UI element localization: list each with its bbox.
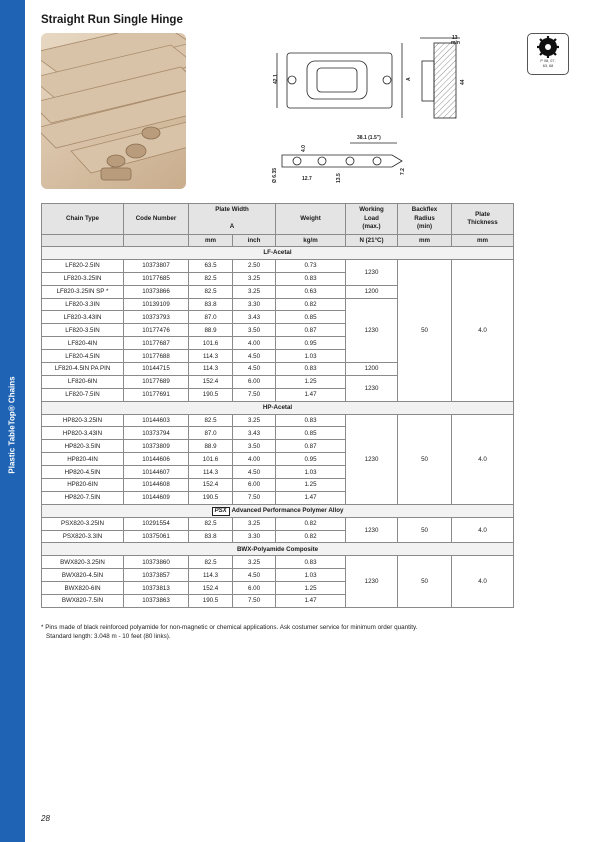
cell-width-inch: 4.50 <box>233 363 276 376</box>
cell-code-number: 10144606 <box>124 453 189 466</box>
cell-weight: 1.25 <box>276 582 346 595</box>
cell-weight: 0.83 <box>276 363 346 376</box>
col-backflex-3: (min) <box>416 223 433 231</box>
cell-width-inch: 4.50 <box>233 569 276 582</box>
dim-44: 44 <box>460 79 466 85</box>
cell-width-inch: 3.30 <box>233 530 276 543</box>
cell-code-number: 10144608 <box>124 479 189 492</box>
group-header <box>42 247 514 260</box>
cell-chain-type: LF820-4.5IN <box>42 350 124 363</box>
cell-weight: 0.82 <box>276 530 346 543</box>
cell-chain-type: LF820-4.5IN PA PIN <box>42 363 124 376</box>
cell-width-mm: 82.5 <box>189 556 233 569</box>
dim-pitch: 38.1 (1.5") <box>357 135 381 141</box>
cell-weight: 1.25 <box>276 375 346 388</box>
group-name: LF-Acetal <box>263 249 292 257</box>
cell-weight: 1.25 <box>276 479 346 492</box>
dim-min-unit: min <box>451 40 460 46</box>
cell-code-number: 10144715 <box>124 363 189 376</box>
cell-code-number: 10373863 <box>124 595 189 608</box>
cell-code-number: 10177688 <box>124 350 189 363</box>
cell-backflex-radius: 50 <box>398 517 452 543</box>
spec-table <box>41 203 514 608</box>
col-thickness-1: Plate <box>475 210 490 218</box>
cell-width-mm: 152.4 <box>189 375 233 388</box>
cell-weight: 0.85 <box>276 311 346 324</box>
cell-width-mm: 152.4 <box>189 582 233 595</box>
cell-width-mm: 152.4 <box>189 479 233 492</box>
cell-width-inch: 3.25 <box>233 517 276 530</box>
col-weight: Weight <box>276 204 346 235</box>
cell-code-number: 10373809 <box>124 440 189 453</box>
cell-plate-thickness: 4.0 <box>452 517 514 543</box>
dim-height: 42.1 <box>273 74 279 84</box>
dim-7-2: 7.2 <box>400 168 406 175</box>
group-name: Advanced Performance Polymer Alloy <box>231 507 344 515</box>
col-backflex-1: Backflex <box>411 206 438 214</box>
col-chain-type: Chain Type <box>42 204 124 235</box>
cell-width-inch: 2.50 <box>233 259 276 272</box>
col-working-load <box>346 204 398 235</box>
cell-width-inch: 6.00 <box>233 582 276 595</box>
col-code-number: Code Number <box>124 204 189 235</box>
cell-weight: 0.83 <box>276 556 346 569</box>
cell-width-inch: 3.43 <box>233 311 276 324</box>
cell-working-load: 1200 <box>346 363 398 376</box>
cell-width-mm: 190.5 <box>189 491 233 504</box>
cell-width-mm: 82.5 <box>189 517 233 530</box>
cell-chain-type: HP820-3.5IN <box>42 440 124 453</box>
unit-thickness: mm <box>452 235 514 247</box>
cell-code-number: 10373807 <box>124 259 189 272</box>
col-working-load-3: (max.) <box>362 223 381 231</box>
badge-line-2: 63, 68 <box>542 64 554 68</box>
cell-width-mm: 87.0 <box>189 311 233 324</box>
cell-code-number: 10373813 <box>124 582 189 595</box>
footnote-pins: * Pins made of black reinforced polyamide for non-magnetic or chemical applications. Ask costumer service for minimum order quantity. <box>41 624 418 631</box>
cell-chain-type: BWX820-7.5IN <box>42 595 124 608</box>
cell-weight: 0.83 <box>276 414 346 427</box>
cell-width-mm: 82.5 <box>189 285 233 298</box>
cell-width-mm: 82.5 <box>189 272 233 285</box>
cell-weight: 0.63 <box>276 285 346 298</box>
cell-chain-type: HP820-3.43IN <box>42 427 124 440</box>
cell-chain-type: PSX820-3.3IN <box>42 530 124 543</box>
cell-code-number: 10177691 <box>124 388 189 401</box>
cell-chain-type: BWX820-3.25IN <box>42 556 124 569</box>
col-working-load-2: Load <box>364 214 379 222</box>
cell-width-inch: 4.50 <box>233 350 276 363</box>
cell-code-number: 10373860 <box>124 556 189 569</box>
cell-chain-type: HP820-4IN <box>42 453 124 466</box>
dim-a: A <box>406 77 412 81</box>
cell-width-inch: 6.00 <box>233 479 276 492</box>
cell-chain-type: LF820-7.5IN <box>42 388 124 401</box>
col-backflex <box>398 204 452 235</box>
cell-width-mm: 190.5 <box>189 595 233 608</box>
cell-chain-type: HP820-7.5IN <box>42 491 124 504</box>
col-plate-width-a: A <box>229 223 235 231</box>
group-header-row <box>42 504 514 517</box>
cell-width-mm: 63.5 <box>189 259 233 272</box>
cell-width-inch: 4.00 <box>233 337 276 350</box>
cell-chain-type: LF820-4IN <box>42 337 124 350</box>
col-thickness-2: Thickness <box>467 219 498 226</box>
badge-line-1: P 08, 07, <box>540 59 556 63</box>
cell-width-inch: 4.00 <box>233 453 276 466</box>
unit-blank <box>124 235 189 247</box>
cell-code-number: 10177476 <box>124 324 189 337</box>
cell-backflex-radius: 50 <box>398 259 452 401</box>
dim-4: 4.0 <box>301 145 307 152</box>
cell-width-mm: 88.9 <box>189 324 233 337</box>
cell-code-number: 10144609 <box>124 491 189 504</box>
cell-width-mm: 87.0 <box>189 427 233 440</box>
cell-working-load: 1230 <box>346 259 398 285</box>
cell-code-number: 10177689 <box>124 375 189 388</box>
group-header <box>42 401 514 414</box>
unit-radius: mm <box>398 235 452 247</box>
cell-chain-type: LF820-3.43IN <box>42 311 124 324</box>
cell-weight: 0.73 <box>276 259 346 272</box>
side-tab <box>0 0 25 842</box>
unit-inch: inch <box>233 235 276 247</box>
cell-chain-type: HP820-3.25IN <box>42 414 124 427</box>
cell-chain-type: LF820-3.25IN SP * <box>42 285 124 298</box>
cell-weight: 0.95 <box>276 337 346 350</box>
cell-width-inch: 3.50 <box>233 440 276 453</box>
table-row <box>42 556 514 569</box>
cell-working-load: 1230 <box>346 375 398 401</box>
cell-backflex-radius: 50 <box>398 556 452 608</box>
table-row <box>42 414 514 427</box>
cell-width-inch: 3.25 <box>233 272 276 285</box>
col-plate-width <box>189 204 276 235</box>
dim-12-7: 12.7 <box>302 176 312 182</box>
cell-chain-type: HP820-6IN <box>42 479 124 492</box>
group-header-row <box>42 543 514 556</box>
table-row <box>42 259 514 272</box>
col-backflex-2: Radius <box>414 214 435 222</box>
sprocket-badge <box>527 33 569 75</box>
cell-width-mm: 190.5 <box>189 388 233 401</box>
cell-weight: 0.87 <box>276 324 346 337</box>
cell-weight: 0.82 <box>276 298 346 311</box>
cell-backflex-radius: 50 <box>398 414 452 504</box>
cell-chain-type: PSX820-3.25IN <box>42 517 124 530</box>
cell-chain-type: BWX820-4.5IN <box>42 569 124 582</box>
cell-weight: 0.95 <box>276 453 346 466</box>
cell-code-number: 10375061 <box>124 530 189 543</box>
cell-weight: 1.03 <box>276 350 346 363</box>
cell-code-number: 10373793 <box>124 311 189 324</box>
cell-weight: 0.83 <box>276 272 346 285</box>
cell-width-mm: 83.8 <box>189 530 233 543</box>
cell-code-number: 10373794 <box>124 427 189 440</box>
cell-width-mm: 114.3 <box>189 466 233 479</box>
cell-weight: 0.85 <box>276 427 346 440</box>
psx-logo: PSX <box>212 507 230 516</box>
cell-width-inch: 3.25 <box>233 414 276 427</box>
cell-width-mm: 88.9 <box>189 440 233 453</box>
cell-width-mm: 82.5 <box>189 414 233 427</box>
cell-code-number: 10144607 <box>124 466 189 479</box>
cell-working-load: 1230 <box>346 414 398 504</box>
cell-working-load: 1230 <box>346 517 398 543</box>
unit-load: N (21°C) <box>346 235 398 247</box>
page-number: 28 <box>41 814 50 823</box>
footnote-length: Standard length: 3.048 m - 10 feet (80 links). <box>46 632 171 640</box>
cell-chain-type: HP820-4.5IN <box>42 466 124 479</box>
cell-working-load: 1200 <box>346 285 398 298</box>
cell-width-inch: 7.50 <box>233 491 276 504</box>
cell-code-number: 10291554 <box>124 517 189 530</box>
cell-code-number: 10139109 <box>124 298 189 311</box>
cell-width-inch: 3.30 <box>233 298 276 311</box>
cell-weight: 0.82 <box>276 517 346 530</box>
page-title: Straight Run Single Hinge <box>41 14 183 26</box>
group-header <box>42 504 514 517</box>
cell-code-number: 10144603 <box>124 414 189 427</box>
cell-width-inch: 7.50 <box>233 595 276 608</box>
group-header-row <box>42 401 514 414</box>
cell-weight: 1.47 <box>276 491 346 504</box>
unit-mm: mm <box>189 235 233 247</box>
cell-width-inch: 3.25 <box>233 556 276 569</box>
col-plate-width-label: Plate Width <box>215 206 249 214</box>
dim-min: 13 <box>452 35 458 41</box>
cell-chain-type: LF820-6IN <box>42 375 124 388</box>
cell-width-mm: 114.3 <box>189 350 233 363</box>
cell-code-number: 10177687 <box>124 337 189 350</box>
cell-width-inch: 3.25 <box>233 285 276 298</box>
side-tab-label: Plastic TableTop® Chains <box>7 376 17 474</box>
technical-drawing <box>262 33 467 188</box>
cell-chain-type: LF820-3.25IN <box>42 272 124 285</box>
cell-chain-type: LF820-2.5IN <box>42 259 124 272</box>
cell-code-number: 10177685 <box>124 272 189 285</box>
chain-photo <box>41 33 186 189</box>
cell-width-mm: 101.6 <box>189 337 233 350</box>
cell-plate-thickness: 4.0 <box>452 414 514 504</box>
group-header <box>42 543 514 556</box>
sprocket-icon <box>528 34 568 60</box>
cell-width-inch: 3.50 <box>233 324 276 337</box>
col-working-load-1: Working <box>359 206 384 214</box>
table-row <box>42 517 514 530</box>
cell-width-inch: 7.50 <box>233 388 276 401</box>
cell-chain-type: LF820-3.5IN <box>42 324 124 337</box>
cell-working-load: 1230 <box>346 298 398 362</box>
cell-chain-type: BWX820-6IN <box>42 582 124 595</box>
cell-weight: 1.47 <box>276 595 346 608</box>
dim-13-5: 13.5 <box>336 173 342 183</box>
cell-weight: 1.03 <box>276 466 346 479</box>
cell-weight: 1.47 <box>276 388 346 401</box>
cell-working-load: 1230 <box>346 556 398 608</box>
cell-width-mm: 114.3 <box>189 363 233 376</box>
cell-width-mm: 114.3 <box>189 569 233 582</box>
cell-plate-thickness: 4.0 <box>452 556 514 608</box>
cell-code-number: 10373866 <box>124 285 189 298</box>
group-name: HP-Acetal <box>262 404 293 412</box>
cell-width-mm: 101.6 <box>189 453 233 466</box>
unit-blank <box>42 235 124 247</box>
cell-code-number: 10373857 <box>124 569 189 582</box>
cell-plate-thickness: 4.0 <box>452 259 514 401</box>
cell-width-inch: 3.43 <box>233 427 276 440</box>
cell-width-inch: 4.50 <box>233 466 276 479</box>
cell-width-mm: 83.8 <box>189 298 233 311</box>
cell-chain-type: LF820-3.3IN <box>42 298 124 311</box>
unit-weight: kg/m <box>276 235 346 247</box>
group-header-row <box>42 247 514 260</box>
cell-weight: 1.03 <box>276 569 346 582</box>
footnote <box>41 624 417 641</box>
dim-pin: Ø 6.35 <box>272 167 278 183</box>
cell-width-inch: 6.00 <box>233 375 276 388</box>
cell-weight: 0.87 <box>276 440 346 453</box>
col-thickness <box>452 204 514 235</box>
group-name: BWX-Polyamide Composite <box>236 545 319 553</box>
